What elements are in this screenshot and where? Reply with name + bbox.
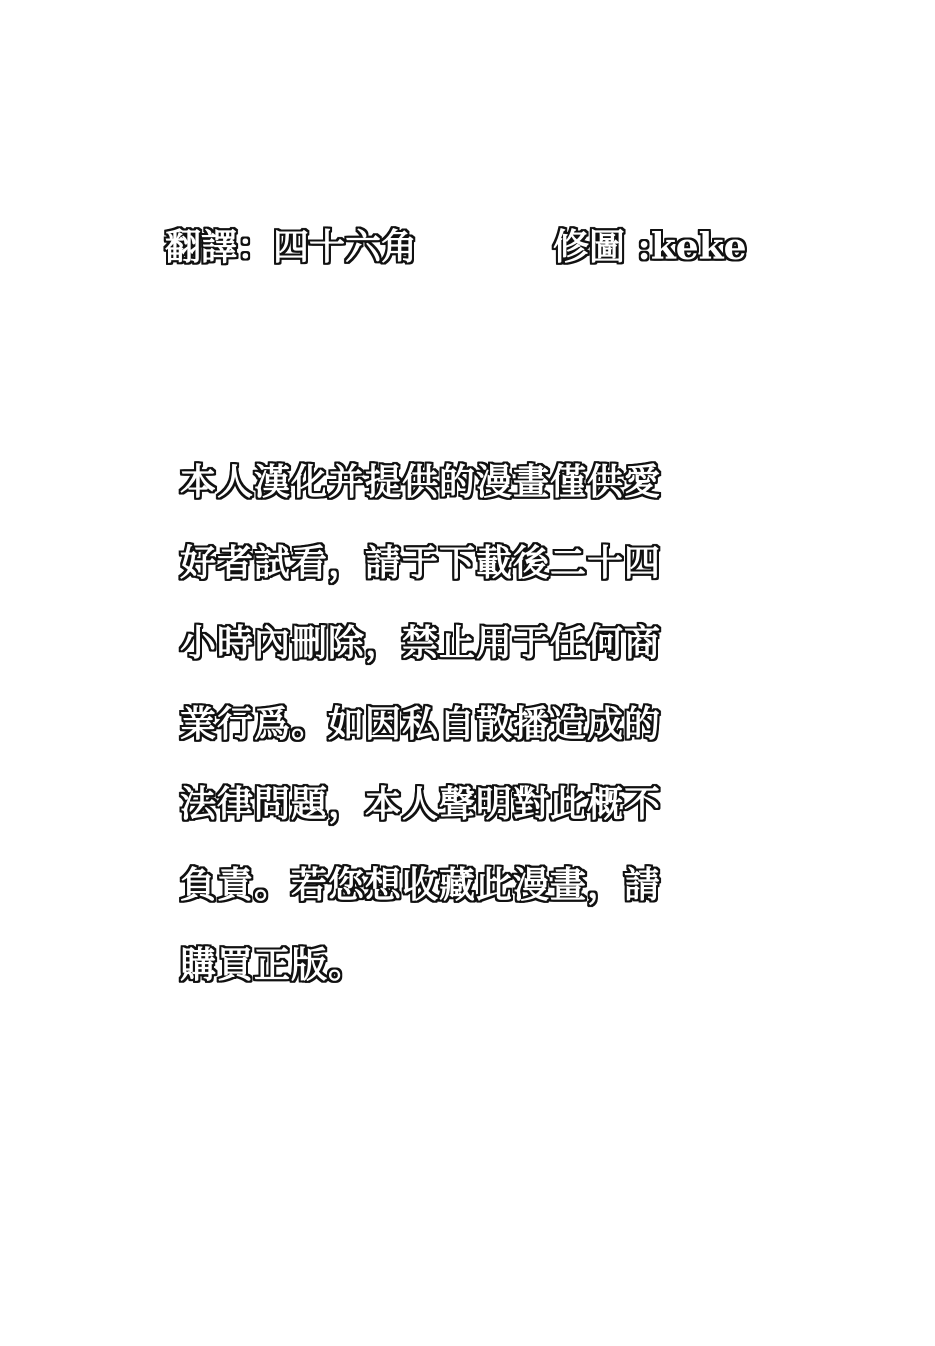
notice-line: 法律問題，本人聲明對此概不 bbox=[180, 783, 662, 825]
credits-line bbox=[165, 222, 765, 272]
notice-line: 購買正版。 bbox=[180, 944, 366, 986]
notice-line: 小時內刪除，禁止用于任何商 bbox=[180, 622, 662, 664]
notice-line: 本人漢化并提供的漫畫僅供愛 bbox=[180, 461, 662, 503]
notice-line: 負責。若您想收藏此漫畫，請 bbox=[180, 863, 662, 906]
notice-line: 好者試看，請于下載後二十四 bbox=[180, 541, 662, 584]
translator-credit: 翻譯：四十六角 bbox=[165, 226, 418, 268]
disclaimer-notice bbox=[180, 442, 740, 1006]
editor-credit: 修圖 :keke bbox=[553, 226, 747, 268]
notice-line: 業行爲。如因私自散播造成的 bbox=[180, 702, 662, 745]
